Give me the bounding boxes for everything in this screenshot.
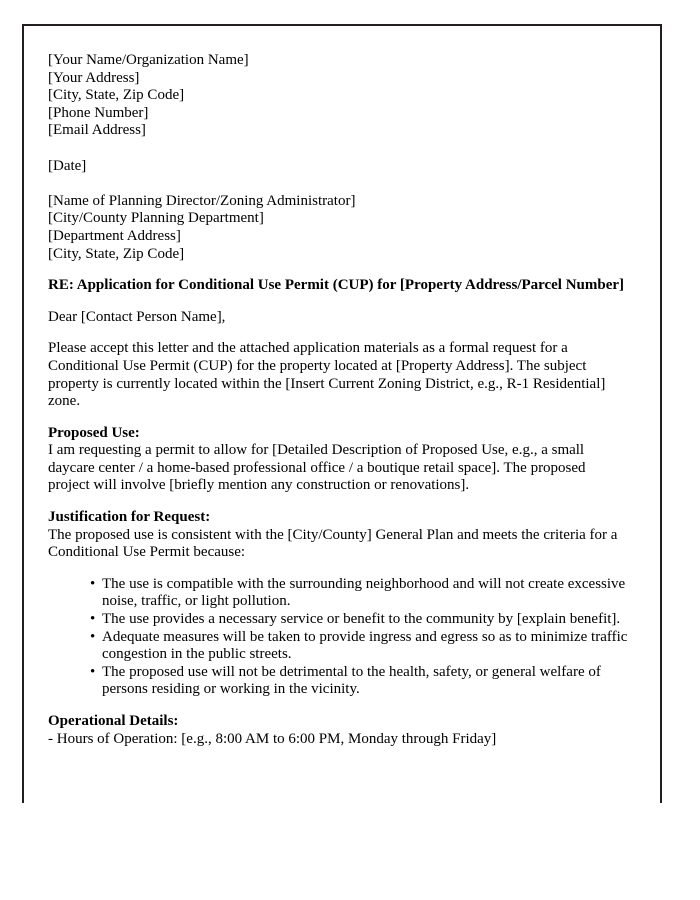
proposed-use-body: I am requesting a permit to allow for [Detailed Description of Proposed Use, e.g., a small daycare center / a home-based professional office / a boutique retail space]. The proposed project will involve [briefly mention any construction or renovations]. xyxy=(48,442,586,494)
justification-heading: Justification for Request: xyxy=(48,509,211,526)
salutation: Dear [Contact Person Name], xyxy=(48,308,226,325)
date-block xyxy=(48,158,630,176)
spacer-before-salutation xyxy=(48,295,630,309)
spacer-before-justification xyxy=(48,495,630,509)
spacer-before-opening xyxy=(48,326,630,340)
recipient-address-block xyxy=(48,193,630,263)
list-item: • The proposed use will not be detrimental to the health, safety, or general welfare of persons residing or working in the vicinity. xyxy=(90,664,630,699)
justification-bullet-list xyxy=(48,576,630,699)
spacer-before-subject xyxy=(48,263,630,277)
spacer-before-bullets xyxy=(48,562,630,576)
date-line: [Date] xyxy=(48,157,87,174)
spacer-after-sender xyxy=(48,140,630,158)
list-item: • Adequate measures will be taken to provide ingress and egress so as to minimize traffic congestion in the public streets. xyxy=(90,629,630,664)
sender-address-block xyxy=(48,52,630,140)
operational-details-heading: Operational Details: xyxy=(48,713,179,729)
recipient-line-name: [Name of Planning Director/Zoning Administrator] xyxy=(48,192,356,209)
recipient-line-city-state-zip: [City, State, Zip Code] xyxy=(48,245,185,262)
sender-line-name: [Your Name/Organization Name] xyxy=(48,52,249,68)
proposed-use-heading: Proposed Use: xyxy=(48,424,140,441)
spacer-after-date xyxy=(48,175,630,193)
recipient-line-department: [City/County Planning Department] xyxy=(48,210,264,227)
recipient-line-address: [Department Address] xyxy=(48,227,181,244)
sender-line-email: [Email Address] xyxy=(48,122,146,139)
list-item: • The use provides a necessary service or benefit to the community by [explain benefit]. xyxy=(90,611,630,629)
subject-line: RE: Application for Conditional Use Permit (CUP) for [Property Address/Parcel Number] xyxy=(48,277,625,294)
sender-line-phone: [Phone Number] xyxy=(48,104,149,121)
sender-line-city-state-zip: [City, State, Zip Code] xyxy=(48,87,185,104)
sender-line-address: [Your Address] xyxy=(48,69,140,86)
spacer-before-operational-details xyxy=(48,699,630,713)
list-item: • The use is compatible with the surrounding neighborhood and will not create excessive noise, traffic, or light pollution. xyxy=(90,576,630,611)
justification-body: The proposed use is consistent with the [City/County] General Plan and meets the criteria for a Conditional Use Permit because: xyxy=(48,526,618,561)
spacer-before-proposed-use xyxy=(48,411,630,425)
opening-paragraph: Please accept this letter and the attached application materials as a formal request for a Conditional Use Permit (CUP) for the property located at [Property Address]. The subject property is currently located within the [Insert Current Zoning District, e.g., R-1 Residential] zone. xyxy=(48,340,606,410)
document-page-frame xyxy=(22,24,662,803)
letter-body xyxy=(24,26,660,748)
operational-details-first-item: - Hours of Operation: [e.g., 8:00 AM to 6:00 PM, Monday through Friday] xyxy=(48,730,497,747)
